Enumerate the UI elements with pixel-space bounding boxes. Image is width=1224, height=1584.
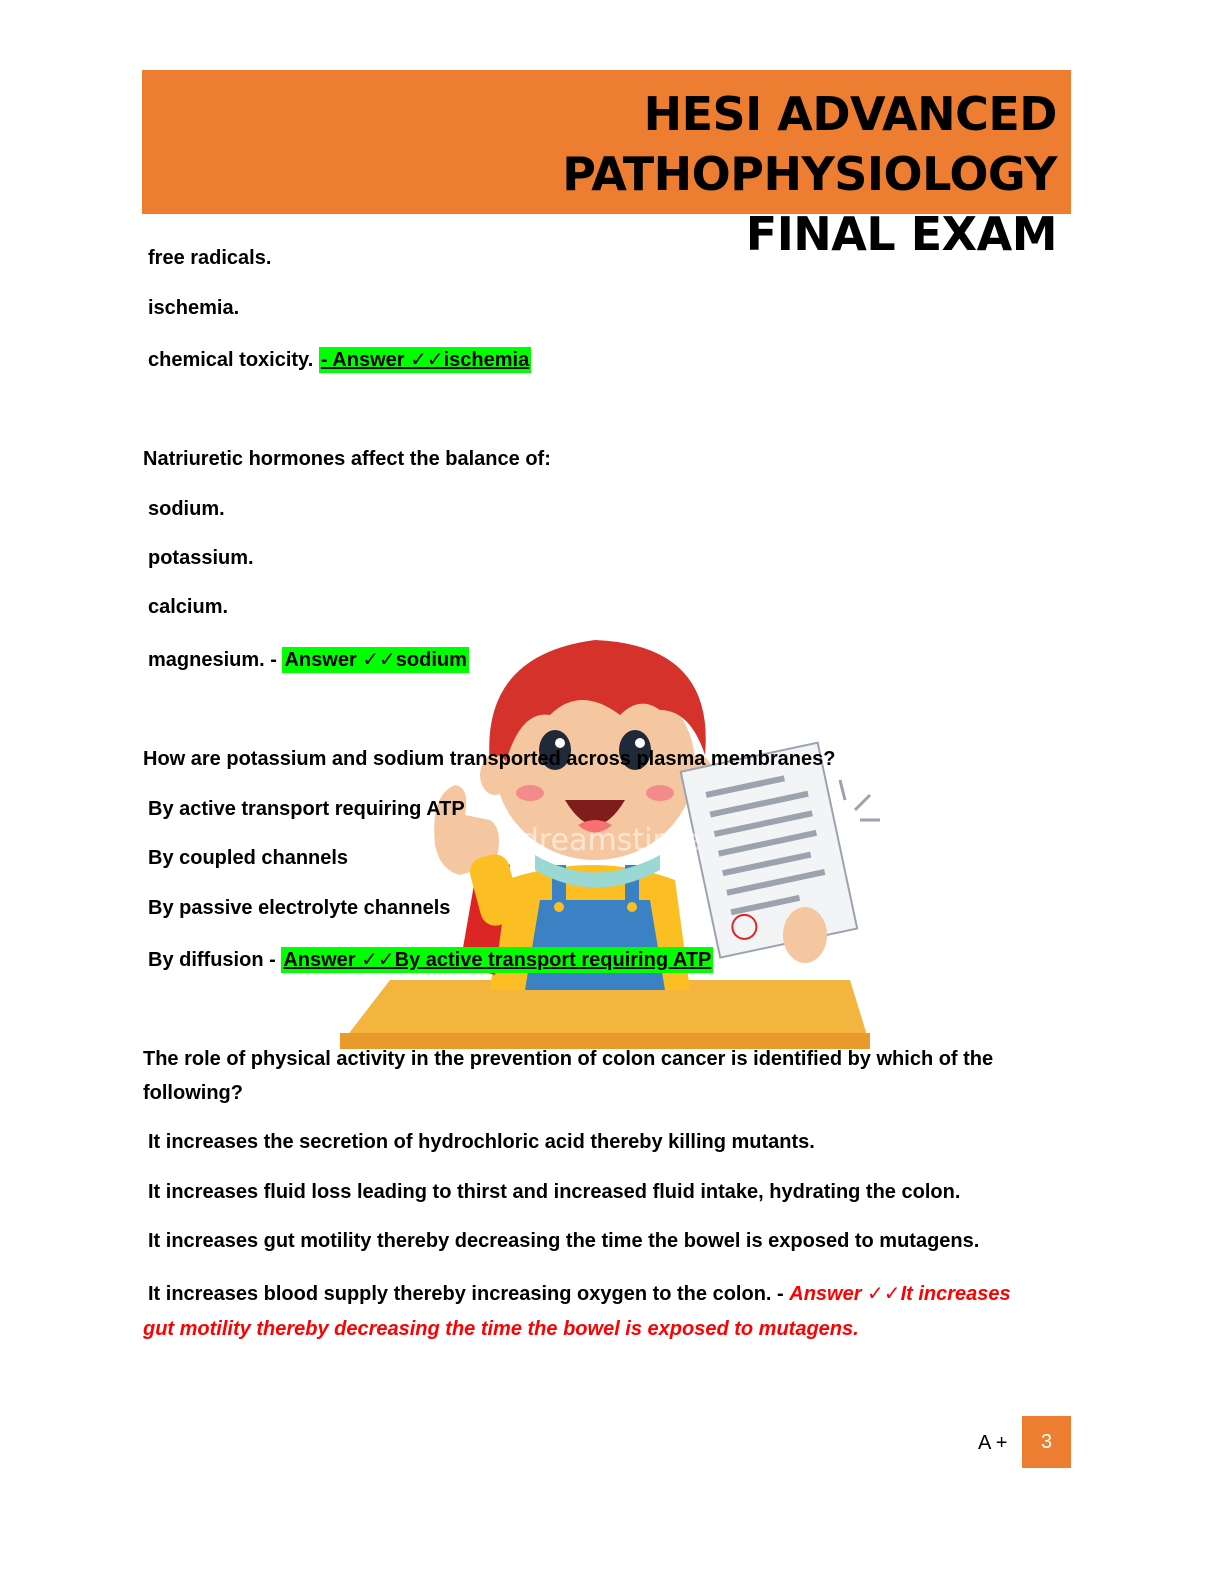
q2-option-4-row (148, 647, 469, 673)
q4-stem-line-2: following? (143, 1082, 243, 1104)
holding-hand (783, 907, 827, 963)
q3-answer: Answer ✓✓By active transport requiring ATP (283, 949, 712, 971)
q2-answer: Answer ✓✓sodium (284, 649, 467, 671)
q1-option-2: ischemia. (148, 297, 240, 319)
footer-grade-label: A + (978, 1432, 1008, 1454)
q2-option-4: magnesium. - (148, 649, 283, 671)
q1-answer: - Answer ✓✓ischemia (320, 349, 530, 371)
q3-option-4: By diffusion - (148, 949, 282, 971)
q3-option-1: By active transport requiring ATP (148, 798, 465, 820)
title-line-1: HESI ADVANCED PATHOPHYSIOLOGY (562, 87, 1057, 201)
q1-option-3: chemical toxicity. (148, 349, 314, 371)
q1-option-3-row (148, 347, 531, 373)
graded-paper-icon (681, 743, 857, 958)
q2-option-3: calcium. (148, 596, 229, 618)
page-title (142, 84, 1057, 264)
q4-option-4: It increases blood supply thereby increasing oxygen to the colon. - (148, 1283, 790, 1305)
q1-option-1: free radicals. (148, 247, 272, 269)
q4-option-4-row (148, 1281, 1011, 1307)
page-number: 3 (1022, 1416, 1071, 1468)
q3-option-2: By coupled channels (148, 847, 349, 869)
q4-option-2: It increases fluid loss leading to thirst and increased fluid intake, hydrating the colon. (148, 1181, 961, 1203)
q4-option-1: It increases the secretion of hydrochloric acid thereby killing mutants. (148, 1131, 815, 1153)
q3-stem: How are potassium and sodium transported across plasma membranes? (143, 748, 836, 770)
q2-stem: Natriuretic hormones affect the balance of: (143, 448, 551, 470)
q2-option-2: potassium. (148, 547, 254, 569)
watermark-text: dreamstime (519, 823, 701, 858)
q2-option-1: sodium. (148, 498, 225, 520)
q4-option-3: It increases gut motility thereby decreasing the time the bowel is exposed to mutagens. (148, 1230, 980, 1252)
q4-answer-line-2: gut motility thereby decreasing the time the bowel is exposed to mutagens. (143, 1318, 859, 1340)
overalls-shape (525, 900, 665, 990)
q4-answer-line-1: Answer ✓✓It increases (789, 1283, 1011, 1305)
q3-option-4-row (148, 947, 713, 973)
child-holding-paper-illustration (330, 615, 890, 1065)
q3-option-3: By passive electrolyte channels (148, 897, 451, 919)
title-line-2: FINAL EXAM (745, 207, 1057, 261)
q4-stem-line-1: The role of physical activity in the prevention of colon cancer is identified by which of the (143, 1048, 994, 1070)
